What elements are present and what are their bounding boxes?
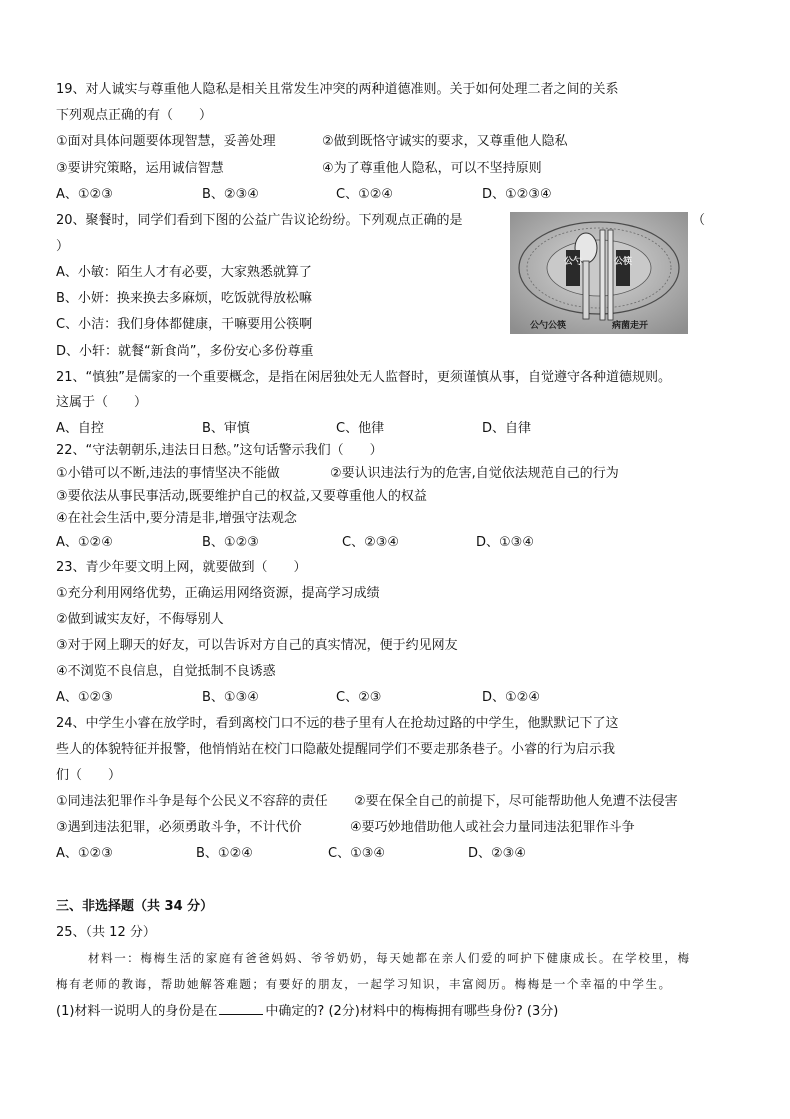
- q24-stem-line1: 24、中学生小睿在放学时，看到离校门口不远的巷子里有人在抢劫过路的中学生，他默默记下了这: [56, 716, 619, 731]
- q23-option-d[interactable]: D、①②④: [482, 690, 540, 705]
- q19-option-b[interactable]: B、②③④: [202, 187, 259, 202]
- q23-option-c[interactable]: C、②③: [336, 690, 382, 705]
- q19-option-d[interactable]: D、①②③④: [482, 187, 552, 202]
- q19-option-a[interactable]: A、①②③: [56, 187, 113, 202]
- q19-statement-1: ①面对具体问题要体现智慧，妥善处理: [56, 134, 276, 149]
- q22-statement-2: ②要认识违法行为的危害,自觉依法规范自己的行为: [330, 466, 619, 481]
- q23-statement-3: ③对于网上聊天的好友，可以告诉对方自己的真实情况，便于约见网友: [56, 638, 458, 653]
- q24-option-c[interactable]: C、①③④: [328, 846, 386, 861]
- q24-stem-line3: 们（ ）: [56, 768, 122, 783]
- q19-statement-4: ④为了尊重他人隐私，可以不坚持原则: [322, 161, 542, 176]
- q22-statement-3: ③要依法从事民事活动,既要维护自己的权益,又要尊重他人的权益: [56, 489, 427, 504]
- poster-caption-1: 公勺公筷: [530, 321, 567, 331]
- q24-stem-line2: 些人的体貌特征并报警，他悄悄站在校门口隐蔽处提醒同学们不要走那条巷子。小睿的行为启示我: [56, 742, 616, 757]
- q19-stem-line1: 19、对人诚实与尊重他人隐私是相关且常发生冲突的两种道德准则。关于如何处理二者之间的关系: [56, 82, 619, 97]
- q19-option-c[interactable]: C、①②④: [336, 187, 394, 202]
- q22-option-a[interactable]: A、①②④: [56, 535, 113, 550]
- q20-option-b[interactable]: B、小妍：换来换去多麻烦，吃饭就得放松嘛: [56, 291, 312, 306]
- q19-statement-3: ③要讲究策略，运用诚信智慧: [56, 161, 224, 176]
- q21-option-c[interactable]: C、他律: [336, 421, 385, 436]
- q22-option-c[interactable]: C、②③④: [342, 535, 400, 550]
- spoon-handle: [583, 261, 589, 319]
- public-chopsticks-poster: [510, 212, 688, 334]
- q20-option-d[interactable]: D、小轩：就餐“新食尚”，多份安心多份尊重: [56, 344, 314, 359]
- q20-paren-close: ）: [56, 239, 70, 254]
- q22-stem: 22、“守法朝朝乐,违法日日愁。”这句话警示我们（ ）: [56, 443, 383, 458]
- q22-statement-1: ①小错可以不断,违法的事情坚决不能做: [56, 466, 280, 481]
- q25-answer-blank[interactable]: [219, 1002, 263, 1015]
- q24-option-a[interactable]: A、①②③: [56, 846, 113, 861]
- q23-stem: 23、青少年要文明上网，就要做到（ ）: [56, 560, 307, 575]
- chopstick-right: [608, 230, 613, 320]
- q24-statement-4: ④要巧妙地借助他人或社会力量同违法犯罪作斗争: [350, 820, 635, 835]
- q23-option-b[interactable]: B、①③④: [202, 690, 259, 705]
- q22-statement-4: ④在社会生活中,要分清是非,增强守法观念: [56, 511, 297, 526]
- poster-plate: [547, 240, 651, 296]
- section-title: 三、非选择题（共 34 分）: [56, 899, 214, 914]
- q21-option-d[interactable]: D、自律: [482, 421, 532, 436]
- q23-statement-4: ④不浏览不良信息，自觉抵制不良诱惑: [56, 664, 276, 679]
- q25-material-line2: 梅有老师的教诲，帮助她解答难题；有要好的朋友，一起学习知识，丰富阅历。梅梅是一个幸福的中学生。: [56, 977, 672, 991]
- q24-option-b[interactable]: B、①②④: [196, 846, 253, 861]
- q25-head: 25、（共 12 分）: [56, 925, 156, 940]
- chopstick-left: [600, 230, 605, 320]
- q20-option-a[interactable]: A、小敏：陌生人才有必要，大家熟悉就算了: [56, 265, 312, 280]
- q23-statement-2: ②做到诚实友好，不侮辱别人: [56, 612, 224, 627]
- q22-option-b[interactable]: B、①②③: [202, 535, 259, 550]
- q24-statement-1: ①同违法犯罪作斗争是每个公民义不容辞的责任: [56, 794, 328, 809]
- poster-label-left: 公勺: [563, 257, 583, 267]
- q24-statement-2: ②要在保全自己的前提下，尽可能帮助他人免遭不法侵害: [354, 794, 678, 809]
- poster-caption-2: 病菌走开: [612, 321, 649, 331]
- q19-stem-line2: 下列观点正确的有（ ）: [56, 108, 213, 123]
- q23-statement-1: ①充分利用网络优势，正确运用网络资源，提高学习成绩: [56, 586, 380, 601]
- q19-statement-2: ②做到既恪守诚实的要求，又尊重他人隐私: [322, 134, 568, 149]
- q22-option-d[interactable]: D、①③④: [476, 535, 534, 550]
- q21-stem-line2: 这属于（ ）: [56, 395, 148, 410]
- poster-graphic: [510, 212, 688, 334]
- q20-paren-open: （: [692, 213, 706, 228]
- q21-option-b[interactable]: B、审慎: [202, 421, 250, 436]
- q21-stem-line1: 21、“慎独”是儒家的一个重要概念，是指在闲居独处无人监督时，更须谨慎从事，自觉遵守各种道德规则。: [56, 370, 672, 385]
- q23-option-a[interactable]: A、①②③: [56, 690, 113, 705]
- q25-q1-part2: 中确定的? (2分)材料中的梅梅拥有哪些身份? (3分): [265, 1004, 559, 1019]
- q21-option-a[interactable]: A、自控: [56, 421, 104, 436]
- poster-label-right-bg: [613, 250, 633, 286]
- q24-option-d[interactable]: D、②③④: [468, 846, 526, 861]
- q20-stem: 20、聚餐时，同学们看到下图的公益广告议论纷纷。下列观点正确的是: [56, 213, 463, 228]
- q25-question-1: [56, 1002, 558, 1020]
- q25-q1-part1: (1)材料一说明人的身份是在: [56, 1004, 218, 1019]
- q24-statement-3: ③遇到违法犯罪，必须勇敢斗争，不计代价: [56, 820, 302, 835]
- q25-material-line1: 材料一：梅梅生活的家庭有爸爸妈妈、爷爷奶奶，每天她都在亲人们爱的呵护下健康成长。在学校里，梅: [88, 951, 691, 965]
- poster-label-right: 公筷: [613, 257, 633, 267]
- q20-option-c[interactable]: C、小洁：我们身体都健康，干嘛要用公筷啊: [56, 317, 313, 332]
- poster-label-left-bg: [563, 250, 583, 286]
